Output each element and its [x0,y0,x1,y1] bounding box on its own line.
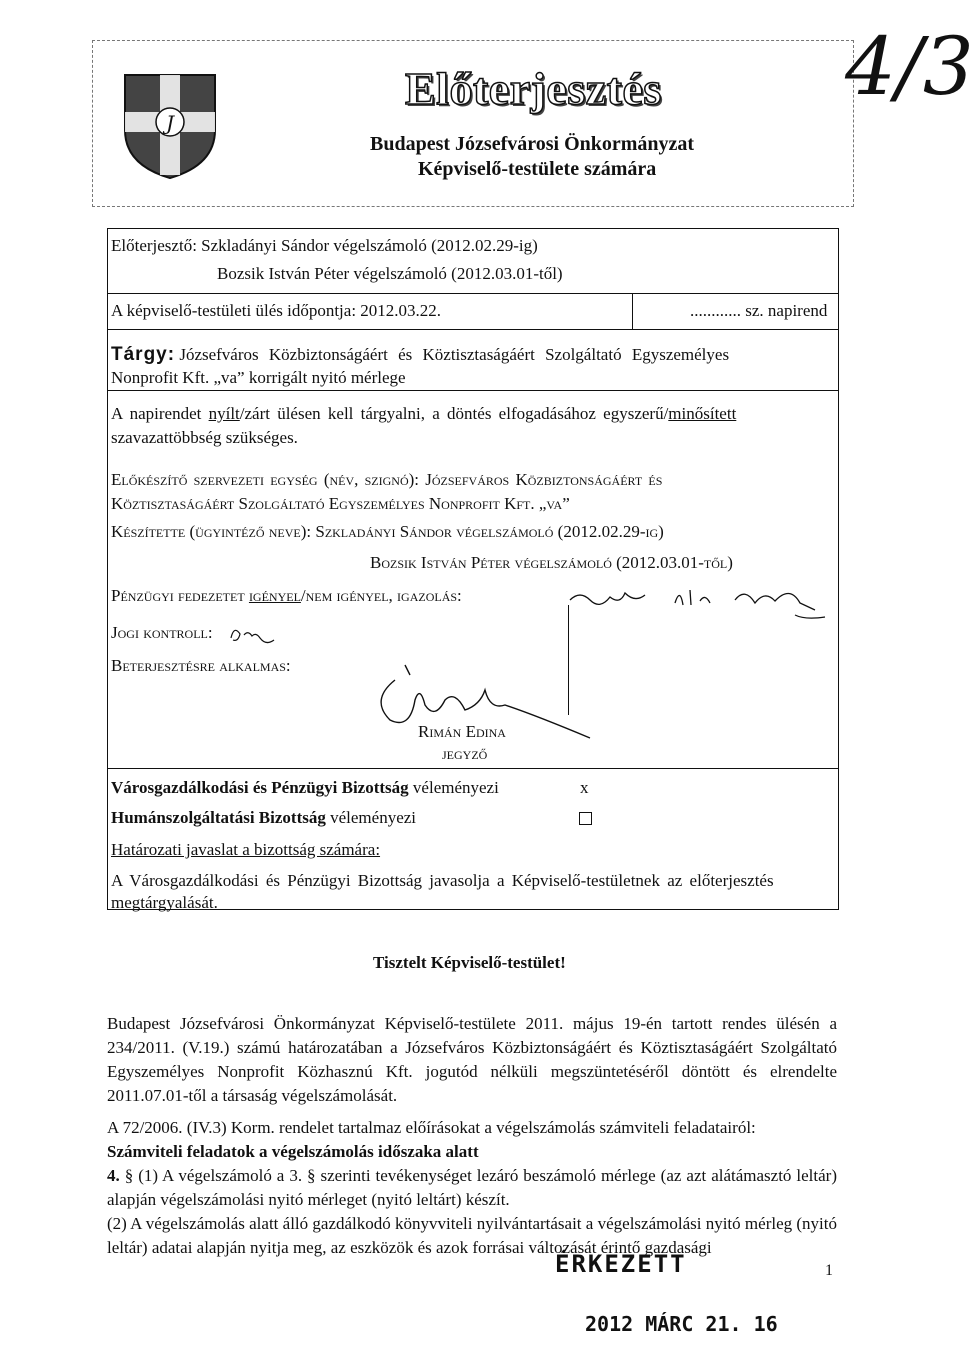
presenter-line-2: Bozsik István Péter végelszámoló (2012.03.01-től) [217,264,563,283]
greeting: Tisztelt Képviselő-testület! [373,953,566,972]
committee-2-name: Humánszolgáltatási Bizottság [111,808,326,827]
notary-title: jegyző [442,744,488,763]
proposal-line-1: A Városgazdálkodási és Pénzügyi Bizottság javasolja a Képviselő-testületnek az előterjesztés [111,871,774,890]
received-stamp: ÉRKEZETT [555,1250,687,1278]
committee-2-checkbox [579,812,592,825]
notary-name: Rimán Edina [418,722,506,741]
session-qualified-option: minősített [668,404,737,423]
received-stamp-date: 2012 MÁRC 21. 16 [585,1312,778,1336]
crest-logo [120,70,220,182]
prep-unit-line-2: Köztisztaságáért Szolgáltató Egyszemélyes Nonprofit Kft. „va” [111,494,570,513]
decree-line: A 72/2006. (IV.3) Korm. rendelet tartalmaz előírásokat a végelszámolás számviteli feladatairól: [107,1118,756,1137]
prep-unit-line-1: Előkészítő szervezeti egység (név, szignó): Józsefváros Közbiztonságáért és [111,470,663,489]
divider [632,293,633,329]
header-line-2: Képviselő-testülete számára [418,158,657,180]
body-paragraph-1: Budapest Józsefvárosi Önkormányzat Képviselő-testülete 2011. május 19-én tartott rendes ülésén a 234/2011. (V.19.) számú határozatában a Józsefváros Közbiztonságáért és Köztisztaságáért Szolgáltató Egyszemélyes Nonprofit Közhasznú Kft. jogutód nélküli megszüntetéséről döntött és elrendelte 2011.07.01-től a társaság végelszámolását. [107,1014,837,1105]
committee-1-name: Városgazdálkodási és Pénzügyi Bizottság [111,778,409,797]
session-line-2: szavazattöbbség szükséges. [111,428,298,447]
committee-2-text: véleményezi [325,808,417,827]
session-text-b: /zárt ülésen kell tárgyalni, a döntés elfogadásához egyszerű/ [239,404,669,423]
presenter-line-1 [111,236,538,256]
legal-control: Jogi kontroll: [111,623,213,642]
page-number: 1 [825,1262,833,1279]
svg-text:J: J [165,111,175,135]
committee-2 [111,808,416,828]
divider [107,768,838,769]
committee-1 [111,778,499,798]
finance-line [111,586,462,606]
prepared-by-line-1: Készítette (ügyintéző neve): Szkladányi Sándor végelszámoló (2012.02.29-ig) [111,522,664,541]
finance-required-option: igényel [248,586,301,605]
divider [107,329,838,330]
session-text-a: A napirendet [111,404,209,423]
body-paragraph-2 [107,1116,837,1260]
document-title: Előterjesztés [405,63,662,114]
decree-heading: Számviteli feladatok a végelszámolás időszaka alatt [107,1142,479,1161]
subject-label: Tárgy: [111,344,176,365]
session-line-1 [111,404,833,424]
divider [107,293,838,294]
presenter-name-1: Szkladányi Sándor végelszámoló (2012.02.29-ig) [201,236,538,255]
session-open-option: nyílt [208,404,240,423]
subject-text-2: Nonprofit Kft. „va” korrigált nyitó mérlege [111,368,406,387]
proposal-label: Határozati javaslat a bizottság számára: [111,840,381,859]
divider [107,390,838,391]
presenter-label: Előterjesztő: [111,236,197,255]
meeting-date: A képviselő-testületi ülés időpontja: 2012.03.22. [111,301,442,320]
finance-text-a: Pénzügyi fedezetet [111,586,249,605]
proposal-line-2: megtárgyalását. [111,893,218,912]
subject-line-1 [111,344,831,366]
header-line-1: Budapest Józsefvárosi Önkormányzat [370,133,695,155]
committee-1-text: véleményezi [408,778,499,797]
clause-number: 4. [107,1166,120,1185]
committee-1-checked-mark: x [580,778,589,797]
agenda-number: ............ sz. napirend [690,301,828,320]
legal-initials [228,620,278,648]
clause-text: § (1) A végelszámoló a 3. § szerinti tevékenységet lezáró beszámoló mérlege (az azt alátámasztó leltár) alapján végelszámolási nyitó mérleget (nyitó leltárt) készít. [107,1166,837,1209]
decree-clause-1 [107,1164,837,1212]
handwritten-page-mark: 4/3 [845,20,974,113]
prepared-by-line-2: Bozsik István Péter végelszámoló (2012.03.01-től) [370,553,733,572]
finance-signature [565,575,835,630]
decree-clause-2: (2) A végelszámolás alatt álló gazdálkodó könyvviteli nyilvántartásait a végelszámolási nyitó mérleg (nyitó leltár) adatai alapján nyitja meg, az eszközök és azok forrásai változását érintő gazdasági [107,1214,837,1257]
submit-approval: Beterjesztésre alkalmas: [111,656,291,675]
subject-text-1: Józsefváros Közbiztonságáért és Köztisztaságáért Szolgáltató Egyszemélyes [179,345,730,364]
finance-text-b: /nem igényel, igazolás: [300,586,462,605]
